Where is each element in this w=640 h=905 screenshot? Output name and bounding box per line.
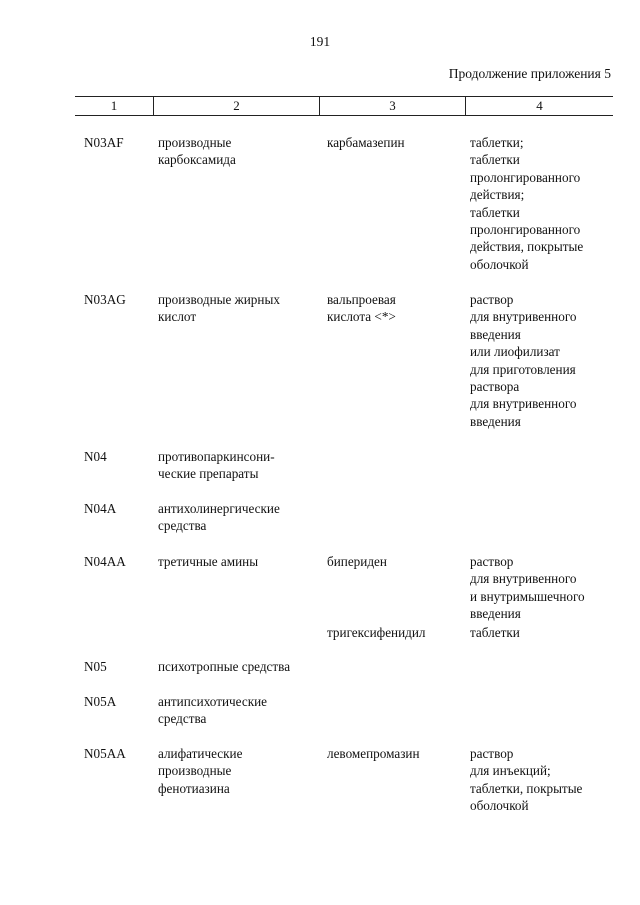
table-header [75, 96, 613, 116]
drug-name: вальпроевая кислота <*> [327, 292, 396, 325]
atc-code: N03AF [84, 135, 124, 150]
drug-name: карбамазепин [327, 135, 405, 150]
anatomical-group: антипсихотические средства [158, 694, 268, 727]
header-col-4: 4 [465, 97, 613, 115]
anatomical-group: производные жирных кислот [158, 292, 280, 325]
atc-code: N05A [84, 694, 117, 709]
anatomical-group: психотропные средства [158, 659, 291, 674]
header-col-2: 2 [153, 97, 319, 115]
continuation-title: Продолжение приложения 5 [448, 66, 611, 81]
dosage-form: таблетки; таблетки пролонгированного действия; таблетки пролонгированного действия, покрытые оболочкой [470, 135, 584, 272]
anatomical-group: третичные амины [158, 554, 259, 569]
dosage-form: раствор для внутривенного и внутримышечного введения [470, 554, 585, 622]
atc-code: N04 [84, 449, 107, 464]
drug-name: левомепромазин [327, 746, 420, 761]
atc-code: N03AG [84, 292, 126, 307]
drug-name: бипериден [327, 554, 387, 569]
page-number: 191 [309, 34, 331, 49]
atc-code: N04A [84, 501, 117, 516]
anatomical-group: производные карбоксамида [158, 135, 236, 168]
atc-code: N05 [84, 659, 107, 674]
dosage-form: раствор для внутривенного введения или лиофилизат для приготовления раствора для внутривенного введения [470, 292, 577, 429]
anatomical-group: противопаркинсони- ческие препараты [158, 449, 275, 482]
header-col-1: 1 [110, 98, 118, 113]
anatomical-group: алифатические производные фенотиазина [158, 746, 243, 796]
anatomical-group: антихолинергические средства [158, 501, 280, 534]
atc-code: N04AA [84, 554, 126, 569]
drug-name: тригексифенидил [327, 625, 426, 640]
header-col-3: 3 [319, 97, 465, 115]
atc-code: N05AA [84, 746, 126, 761]
dosage-form: таблетки [470, 625, 520, 640]
dosage-form: раствор для инъекций; таблетки, покрытые оболочкой [470, 746, 583, 814]
